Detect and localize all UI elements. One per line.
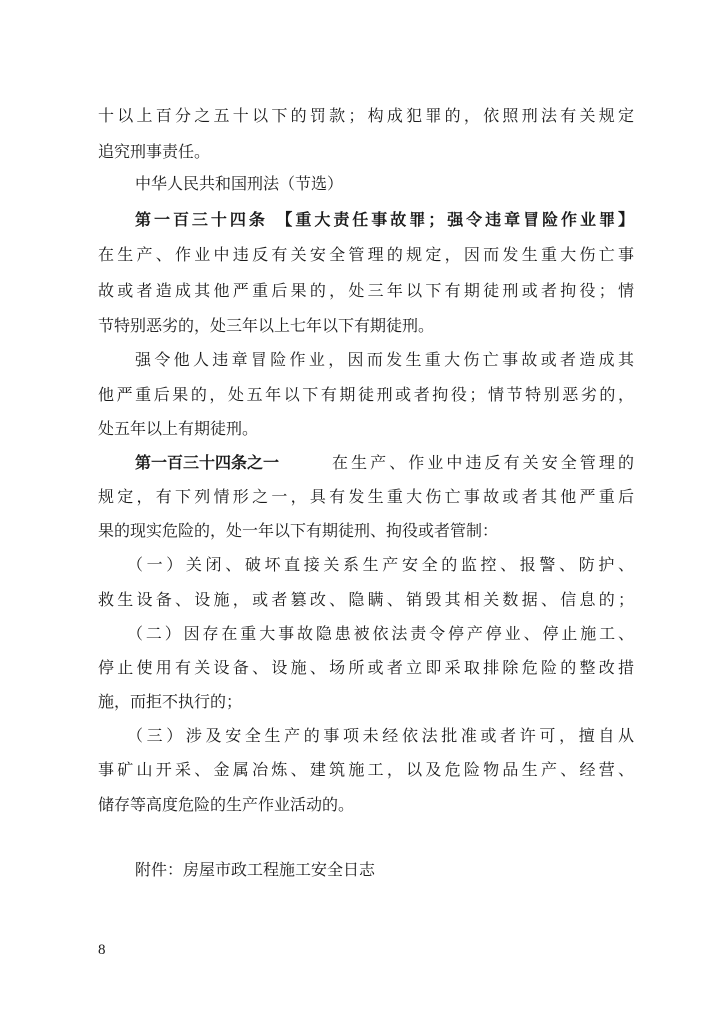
text-line: 停止使用有关设备、设施、场所或者立即采取排除危险的整改措 <box>98 658 634 677</box>
text-line: 救生设备、设施，或者篡改、隐瞒、销毁其相关数据、信息的； <box>98 590 634 609</box>
text-line: 处五年以上有期徒刑。 <box>98 419 259 438</box>
text-line: 储存等高度危险的生产作业活动的。 <box>98 795 355 814</box>
text-line: 规定，有下列情形之一，具有发生重大伤亡事故或者其他严重后 <box>98 487 634 506</box>
article-heading: 第一百三十四条之一 <box>135 453 280 472</box>
attachment-note: 附件：房屋市政工程施工安全日志 <box>135 860 376 879</box>
article-heading: 第一百三十四条 【重大责任事故罪；强令违章冒险作业罪】 <box>135 210 634 229</box>
text-line: 施，而拒不执行的； <box>98 692 243 711</box>
section-title: 中华人民共和国刑法（节选） <box>135 174 344 193</box>
text-line: 十以上百分之五十以下的罚款；构成犯罪的，依照刑法有关规定 <box>98 106 634 125</box>
text-line: 在生产、作业中违反有关安全管理的规定，因而发生重大伤亡事 <box>98 245 634 264</box>
text-line: 他严重后果的，处五年以下有期徒刑或者拘役；情节特别恶劣的， <box>98 385 634 404</box>
text-line: 在生产、作业中违反有关安全管理的 <box>332 453 634 472</box>
page-number: 8 <box>98 942 106 958</box>
text-line: 果的现实危险的，处一年以下有期徒刑、拘役或者管制： <box>98 521 499 540</box>
text-line: 节特别恶劣的，处三年以上七年以下有期徒刑。 <box>98 316 435 335</box>
text-line: 故或者造成其他严重后果的，处三年以下有期徒刑或者拘役；情 <box>98 281 634 300</box>
list-item: （二）因存在重大事故隐患被依法责令停产停业、停止施工、 <box>127 624 634 643</box>
list-item: （一）关闭、破坏直接关系生产安全的监控、报警、防护、 <box>127 555 634 574</box>
text-line: 事矿山开采、金属冶炼、建筑施工，以及危险物品生产、经营、 <box>98 760 634 779</box>
list-item: （三）涉及安全生产的事项未经依法批准或者许可，擅自从 <box>127 726 634 745</box>
text-line: 追究刑事责任。 <box>98 142 211 161</box>
text-line: 强令他人违章冒险作业，因而发生重大伤亡事故或者造成其 <box>135 350 634 369</box>
